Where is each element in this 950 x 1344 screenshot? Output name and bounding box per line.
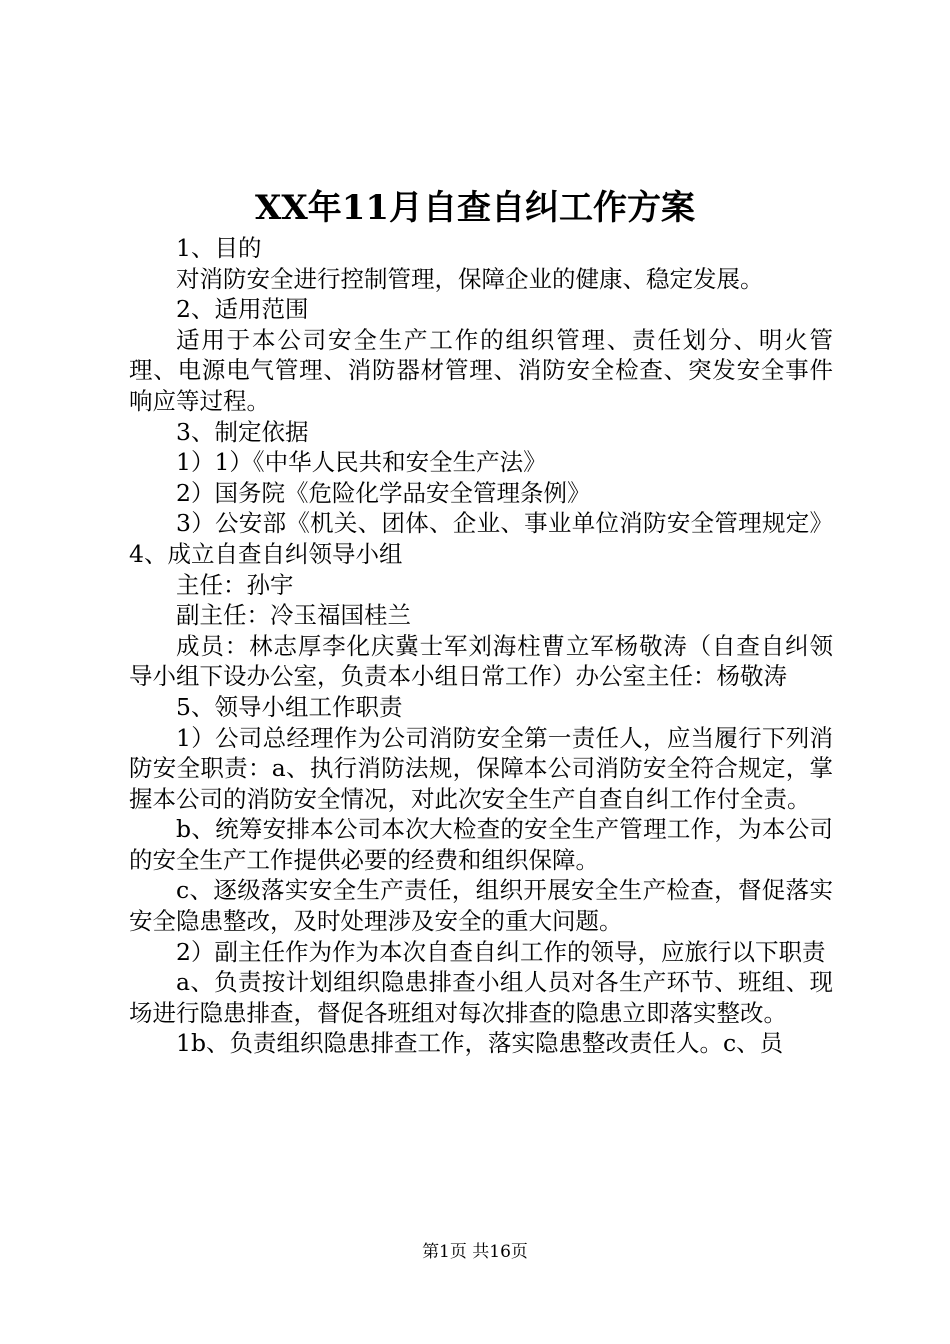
paragraph: 成员：林志厚李化庆冀士军刘海柱曹立军杨敬涛（自查自纠领导小组下设办公室，负责本小组日常工作）办公室主任：杨敬涛 bbox=[129, 631, 833, 691]
page-number: 第1页 共16页 bbox=[422, 1242, 528, 1262]
paragraph: 副主任：冷玉福国桂兰 bbox=[176, 601, 411, 630]
paragraph: 1b、负责组织隐患排查工作，落实隐患整改责任人。c、员 bbox=[176, 1029, 784, 1058]
paragraph: 5、领导小组工作职责 bbox=[176, 692, 403, 721]
paragraph: 2）副主任作为作为本次自查自纠工作的领导，应旅行以下职责 bbox=[176, 937, 826, 966]
paragraph: 3、制定依据 bbox=[176, 417, 309, 446]
paragraph: 1）公司总经理作为公司消防安全第一责任人，应当履行下列消防安全职责：a、执行消防法规，保障本公司消防安全符合规定，掌握本公司的消防安全情况，对此次安全生产自查自纠工作付全责。 bbox=[129, 723, 833, 813]
document-body bbox=[129, 233, 833, 1059]
paragraph: 主任：孙宇 bbox=[176, 570, 294, 599]
paragraph: 3）公安部《机关、团体、企业、事业单位消防安全管理规定》4、成立自查自纠领导小组 bbox=[129, 509, 833, 568]
paragraph: a、负责按计划组织隐患排查小组人员对各生产环节、班组、现场进行隐患排查，督促各班组对每次排查的隐患立即落实整改。 bbox=[129, 968, 833, 1027]
paragraph: 2）国务院《危险化学品安全管理条例》 bbox=[176, 478, 591, 507]
paragraph: 1）1）《中华人民共和安全生产法》 bbox=[176, 448, 547, 477]
paragraph: 对消防安全进行控制管理，保障企业的健康、稳定发展。 bbox=[176, 264, 764, 293]
document-title: XX年11月自查自纠工作方案 bbox=[254, 188, 696, 228]
paragraph: b、统筹安排本公司本次大检查的安全生产管理工作，为本公司的安全生产工作提供必要的经费和组织保障。 bbox=[129, 815, 833, 874]
paragraph: 2、适用范围 bbox=[176, 295, 309, 324]
paragraph: 1、目的 bbox=[176, 234, 262, 262]
paragraph: 适用于本公司安全生产工作的组织管理、责任划分、明火管理、电源电气管理、消防器材管理、消防安全检查、突发安全事件响应等过程。 bbox=[129, 325, 833, 415]
paragraph: c、逐级落实安全生产责任，组织开展安全生产检查，督促落实安全隐患整改，及时处理涉及安全的重大问题。 bbox=[129, 876, 833, 936]
